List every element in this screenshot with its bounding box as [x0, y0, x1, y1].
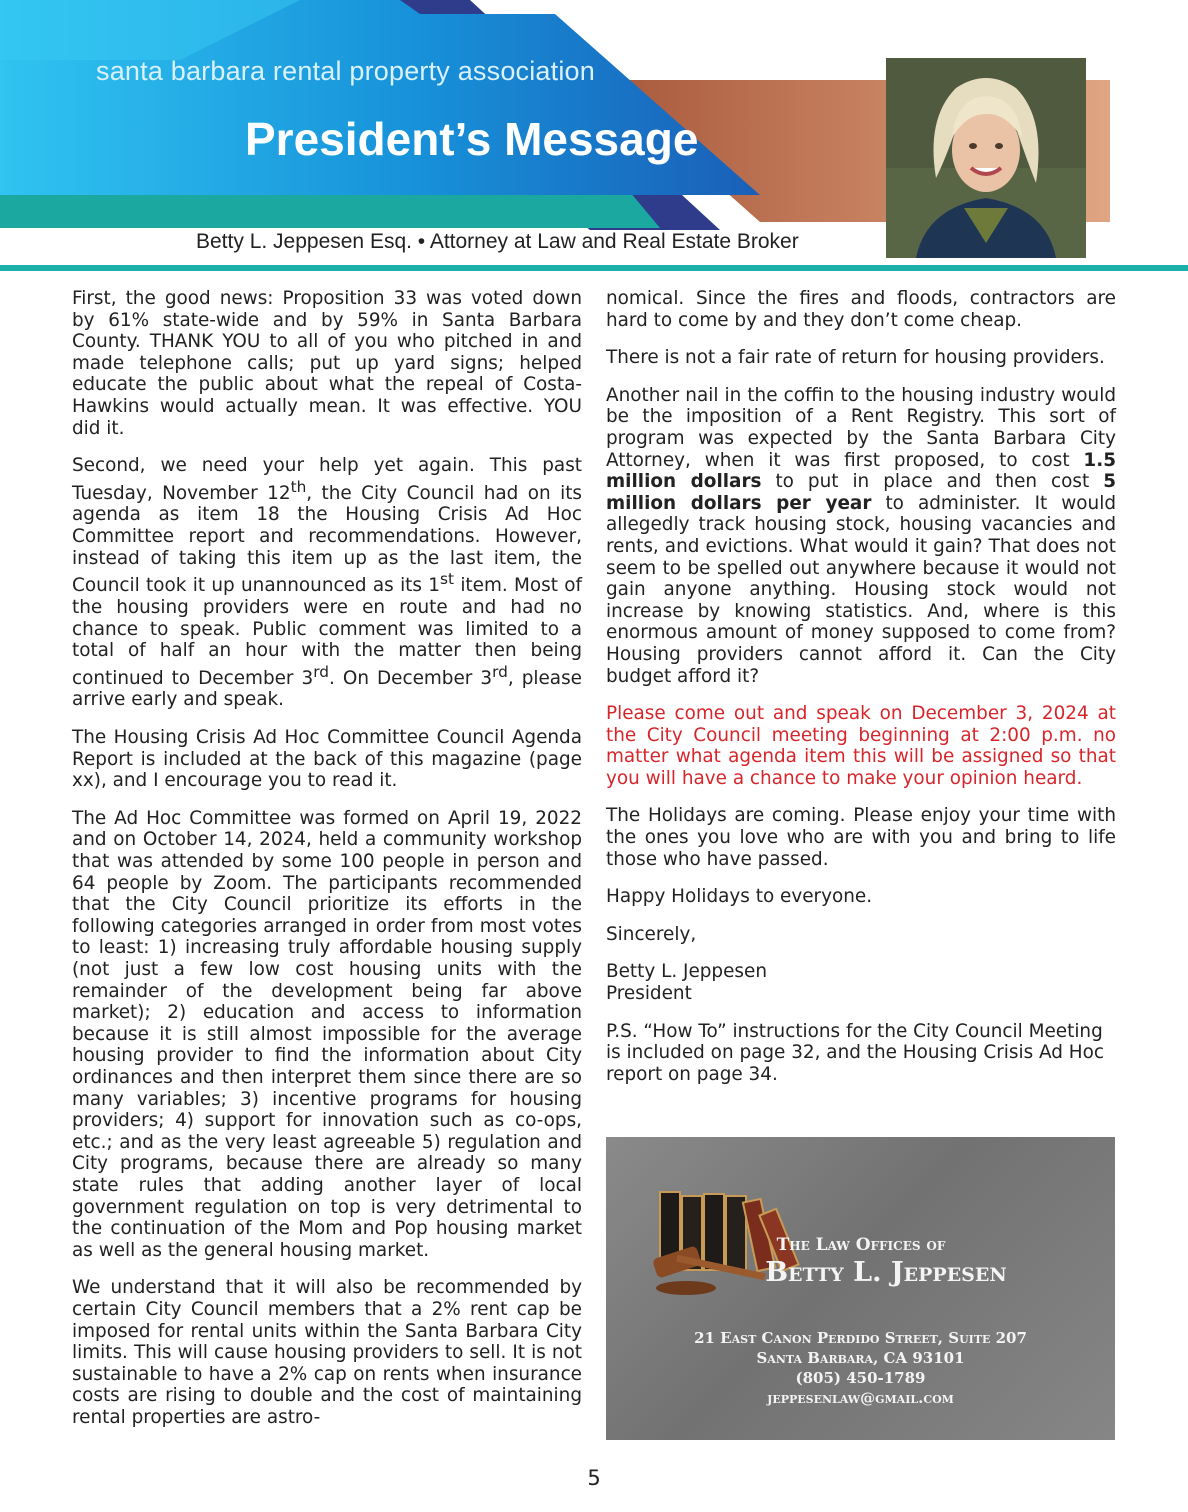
paragraph-holidays: The Holidays are coming. Please enjoy your time with the ones you love who are with you and bring to life those who have passed.	[606, 805, 1116, 870]
paragraph-need-help: Second, we need your help yet again. This past Tuesday, November 12th, the City Council had on its agenda as item 18 the Housing Crisis Ad Hoc Committee report and recommendations. However, instead of taking this item up as the last item, the Council took it up unannounced as its 1st item. Most of the housing providers were en route and had no chance to speak. Public comment was limited to a total of half an hour with the matter then being continued to December 3rd. On December 3rd, please arrive early and speak.	[72, 455, 582, 711]
postscript: P.S. “How To” instructions for the City Council Meeting is included on page 32, and the Housing Crisis Ad Hoc report on page 34.	[606, 1020, 1104, 1085]
signature-title: President	[606, 983, 692, 1005]
signature-name: Betty L. Jeppesen	[606, 961, 767, 983]
association-name: santa barbara rental property association	[96, 56, 595, 86]
ad-address: 21 East Canon Perdido Street, Suite 207	[694, 1329, 1027, 1347]
paragraph-happy-holidays: Happy Holidays to everyone.	[606, 886, 873, 908]
ad-heading-line-1: The Law Offices of	[776, 1235, 946, 1255]
ad-phone: (805) 450-1789	[795, 1369, 926, 1387]
article-right-column	[606, 288, 1116, 1101]
paragraph-good-news: First, the good news: Proposition 33 was voted down by 61% state-wide and by 59% in Santa Barbara County. THANK YOU to all of you who pitched in and made telephone calls; put up yard signs; helped educate the public about what the repeal of Costa-Hawkins would actually mean. It was effective. YOU did it.	[72, 288, 582, 439]
paragraph-rent-cap-continued: nomical. Since the fires and floods, contractors are hard to come by and they don’t come cheap.	[606, 288, 1116, 331]
closing: Sincerely,	[606, 923, 697, 945]
ad-heading-line-2: Betty L. Jeppesen	[765, 1257, 1007, 1288]
paragraph-rent-registry: Another nail in the coffin to the housing industry would be the imposition of a Rent Registry. This sort of program was expected by the Santa Barbara City Attorney, when it was first proposed, to cost 1.5 million dollars to put in place and then cost 5 million dollars per year to administer. It would allegedly track housing stock, housing vacancies and rents, and evictions. What would it gain? That does not seem to be spelled out anywhere because it would not gain anyone anything. Housing stock would not increase by knowing statistics. And, where is this enormous amount of money supposed to come from? Housing providers cannot afford it. Can the City budget afford it?	[606, 384, 1116, 687]
paragraph-agenda-report: The Housing Crisis Ad Hoc Committee Council Agenda Report is included at the back of this magazine (page xx), and I encourage you to read it.	[72, 727, 582, 792]
paragraph-rate-of-return: There is not a fair rate of return for housing providers.	[606, 347, 1105, 369]
ad-email: jeppesenlaw@gmail.com	[767, 1389, 954, 1407]
law-office-ad	[606, 1137, 1115, 1440]
header-rule	[0, 265, 1188, 271]
paragraph-ad-hoc-committee: The Ad Hoc Committee was formed on April 19, 2022 and on October 14, 2024, held a community workshop that was attended by some 100 people in person and 64 people by Zoom. The participants recommended that the City Council prioritize its efforts in the following categories arranged in order from most votes to least: 1) increasing truly affordable housing supply (not just a few low cost housing units with the remainder of the development being far above market); 2) education and access to information because it is still almost impossible for the average housing provider to find the information about City ordinances and then interpret them since there are so many variables; 3) incentive programs for housing providers; 4) support for innovation such as co-ops, etc.; and as the very least agreeable 5) regulation and City programs, because there are already so many state rules that adding another layer of local government regulation on top is very detrimental to the continuation of the Mom and Pop housing market as well as the general housing market.	[72, 807, 582, 1261]
paragraph-rent-cap: We understand that it will also be recommended by certain City Council members that a 2% rent cap be imposed for rental units within the Santa Barbara City limits. This will cause housing providers to sell. It is not sustainable to have a 2% cap on rents when insurance costs are rising to double and the cost of maintaining rental properties are astro-	[72, 1277, 582, 1428]
page-title: President’s Message	[245, 113, 699, 165]
signature	[606, 961, 1116, 1004]
call-to-action: Please come out and speak on December 3, 2024 at the City Council meeting beginning at 2:00 p.m. no matter what agenda item this will be assigned so that you will have a chance to make your opinion heard.	[606, 703, 1116, 789]
author-portrait	[886, 58, 1086, 258]
article-left-column	[72, 288, 582, 1444]
ad-city: Santa Barbara, CA 93101	[756, 1349, 965, 1367]
page-number: 5	[587, 1466, 601, 1490]
author-byline: Betty L. Jeppesen Esq. • Attorney at Law and Real Estate Broker	[196, 230, 799, 253]
